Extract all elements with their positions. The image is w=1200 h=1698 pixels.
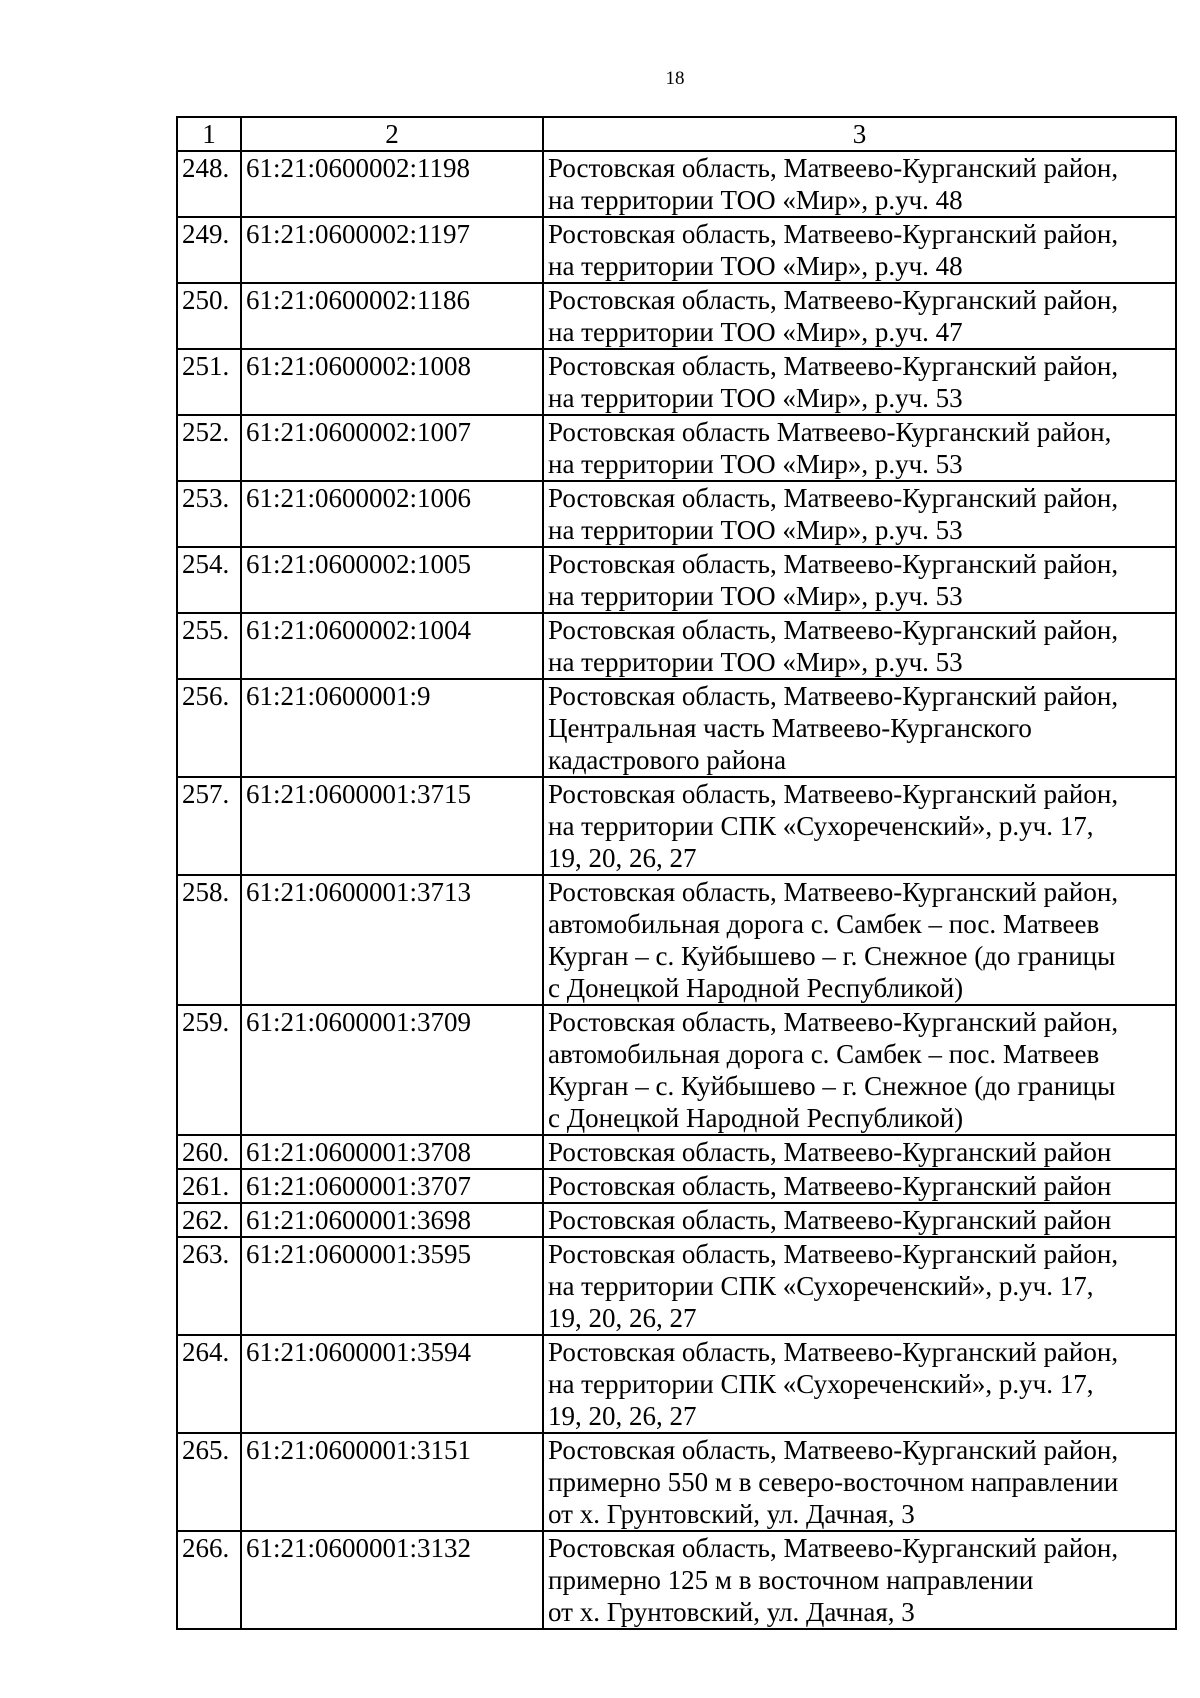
address-cell: [543, 875, 1176, 1005]
address-cell: [543, 1203, 1176, 1237]
row-number: 266.: [177, 1531, 241, 1629]
address-line: автомобильная дорога с. Самбек – пос. Матвеев: [548, 909, 1100, 939]
address-cell: [543, 777, 1176, 875]
address-line: Ростовская область, Матвеево-Курганский район,: [548, 285, 1119, 315]
table-row: [177, 875, 1176, 1005]
cadastral-number: 61:21:0600001:3713: [241, 875, 543, 1005]
address-line: 19, 20, 26, 27: [548, 1401, 697, 1431]
address-cell: [543, 1135, 1176, 1169]
cadastral-number: 61:21:0600001:3709: [241, 1005, 543, 1135]
cadastral-number: 61:21:0600002:1007: [241, 415, 543, 481]
column-header-3: 3: [543, 117, 1176, 151]
address-line: на территории ТОО «Мир», р.уч. 53: [548, 581, 963, 611]
cadastral-number: 61:21:0600001:3595: [241, 1237, 543, 1335]
address-line: Ростовская область, Матвеево-Курганский район,: [548, 1007, 1119, 1037]
cadastral-number: 61:21:0600001:3707: [241, 1169, 543, 1203]
row-number: 262.: [177, 1203, 241, 1237]
address-line: примерно 125 м в восточном направлении: [548, 1565, 1034, 1595]
address-line: на территории ТОО «Мир», р.уч. 53: [548, 515, 963, 545]
row-number: 265.: [177, 1433, 241, 1531]
address-line: Ростовская область, Матвеево-Курганский район,: [548, 1435, 1119, 1465]
address-line: на территории ТОО «Мир», р.уч. 53: [548, 647, 963, 677]
address-cell: [543, 1531, 1176, 1629]
table-row: [177, 1433, 1176, 1531]
address-line: на территории ТОО «Мир», р.уч. 48: [548, 185, 963, 215]
address-line: от х. Грунтовский, ул. Дачная, 3: [548, 1597, 915, 1627]
cadastral-number: 61:21:0600002:1006: [241, 481, 543, 547]
address-line: Ростовская область, Матвеево-Курганский район,: [548, 153, 1119, 183]
address-line: Ростовская область, Матвеево-Курганский район,: [548, 615, 1119, 645]
address-line: Ростовская область, Матвеево-Курганский район,: [548, 877, 1119, 907]
cadastral-number: 61:21:0600002:1005: [241, 547, 543, 613]
address-cell: [543, 1335, 1176, 1433]
column-header-1: 1: [177, 117, 241, 151]
table-row: [177, 1531, 1176, 1629]
cadastral-number: 61:21:0600001:3594: [241, 1335, 543, 1433]
address-line: Ростовская область, Матвеево-Курганский район,: [548, 1533, 1119, 1563]
address-cell: [543, 349, 1176, 415]
table-row: [177, 679, 1176, 777]
address-line: на территории ТОО «Мир», р.уч. 53: [548, 449, 963, 479]
address-cell: [543, 151, 1176, 217]
table-row: [177, 1135, 1176, 1169]
address-line: Ростовская область, Матвеево-Курганский район,: [548, 351, 1119, 381]
address-line: Курган – с. Куйбышево – г. Снежное (до границы: [548, 941, 1116, 971]
row-number: 258.: [177, 875, 241, 1005]
row-number: 259.: [177, 1005, 241, 1135]
address-line: на территории СПК «Сухореченский», р.уч. 17,: [548, 811, 1094, 841]
table-row: [177, 547, 1176, 613]
address-cell: [543, 1237, 1176, 1335]
table-row: [177, 349, 1176, 415]
cadastral-number: 61:21:0600001:3715: [241, 777, 543, 875]
address-cell: [543, 1433, 1176, 1531]
cadastral-number: 61:21:0600002:1197: [241, 217, 543, 283]
row-number: 255.: [177, 613, 241, 679]
address-line: на территории ТОО «Мир», р.уч. 47: [548, 317, 963, 347]
address-cell: [543, 1005, 1176, 1135]
address-line: примерно 550 м в северо-восточном направлении: [548, 1467, 1119, 1497]
address-line: Ростовская область, Матвеево-Курганский район,: [548, 779, 1119, 809]
table-row: [177, 1005, 1176, 1135]
row-number: 263.: [177, 1237, 241, 1335]
address-line: Ростовская область, Матвеево-Курганский район,: [548, 1239, 1119, 1269]
table-header: [177, 117, 1176, 151]
table-body: [177, 151, 1176, 1629]
address-line: на территории ТОО «Мир», р.уч. 48: [548, 251, 963, 281]
table-row: [177, 1335, 1176, 1433]
table-row: [177, 415, 1176, 481]
address-line: на территории ТОО «Мир», р.уч. 53: [548, 383, 963, 413]
table-row: [177, 217, 1176, 283]
row-number: 248.: [177, 151, 241, 217]
table-row: [177, 283, 1176, 349]
address-line: Ростовская область, Матвеево-Курганский район: [548, 1137, 1112, 1167]
cadastral-number: 61:21:0600002:1198: [241, 151, 543, 217]
address-line: на территории СПК «Сухореченский», р.уч. 17,: [548, 1369, 1094, 1399]
address-line: Ростовская область Матвеево-Курганский район,: [548, 417, 1112, 447]
address-cell: [543, 415, 1176, 481]
row-number: 257.: [177, 777, 241, 875]
registry-table: [176, 116, 1177, 1630]
row-number: 261.: [177, 1169, 241, 1203]
address-line: на территории СПК «Сухореченский», р.уч. 17,: [548, 1271, 1094, 1301]
cadastral-number: 61:21:0600002:1186: [241, 283, 543, 349]
table-row: [177, 151, 1176, 217]
address-cell: [543, 283, 1176, 349]
cadastral-number: 61:21:0600001:3151: [241, 1433, 543, 1531]
address-line: с Донецкой Народной Республикой): [548, 1103, 964, 1133]
table-row: [177, 777, 1176, 875]
row-number: 253.: [177, 481, 241, 547]
address-cell: [543, 217, 1176, 283]
cadastral-number: 61:21:0600002:1004: [241, 613, 543, 679]
row-number: 250.: [177, 283, 241, 349]
address-cell: [543, 481, 1176, 547]
cadastral-number: 61:21:0600001:3708: [241, 1135, 543, 1169]
row-number: 260.: [177, 1135, 241, 1169]
address-line: Ростовская область, Матвеево-Курганский район,: [548, 549, 1119, 579]
table-row: [177, 481, 1176, 547]
table-row: [177, 1237, 1176, 1335]
row-number: 254.: [177, 547, 241, 613]
address-line: 19, 20, 26, 27: [548, 843, 697, 873]
table-row: [177, 613, 1176, 679]
row-number: 251.: [177, 349, 241, 415]
address-cell: [543, 613, 1176, 679]
address-line: от х. Грунтовский, ул. Дачная, 3: [548, 1499, 915, 1529]
address-line: Ростовская область, Матвеево-Курганский район: [548, 1171, 1112, 1201]
address-line: автомобильная дорога с. Самбек – пос. Матвеев: [548, 1039, 1100, 1069]
cadastral-number: 61:21:0600001:9: [241, 679, 543, 777]
address-cell: [543, 679, 1176, 777]
cadastral-number: 61:21:0600001:3698: [241, 1203, 543, 1237]
row-number: 249.: [177, 217, 241, 283]
row-number: 264.: [177, 1335, 241, 1433]
address-line: Центральная часть Матвеево-Курганского: [548, 713, 1032, 743]
address-cell: [543, 1169, 1176, 1203]
page-number: 18: [665, 68, 685, 89]
address-line: Курган – с. Куйбышево – г. Снежное (до границы: [548, 1071, 1116, 1101]
address-line: Ростовская область, Матвеево-Курганский район,: [548, 483, 1119, 513]
column-header-2: 2: [241, 117, 543, 151]
cadastral-number: 61:21:0600002:1008: [241, 349, 543, 415]
address-line: Ростовская область, Матвеево-Курганский район,: [548, 681, 1119, 711]
address-line: Ростовская область, Матвеево-Курганский район,: [548, 219, 1119, 249]
row-number: 252.: [177, 415, 241, 481]
address-line: 19, 20, 26, 27: [548, 1303, 697, 1333]
table-row: [177, 1169, 1176, 1203]
header-row: [177, 117, 1176, 151]
address-line: Ростовская область, Матвеево-Курганский район: [548, 1205, 1112, 1235]
cadastral-number: 61:21:0600001:3132: [241, 1531, 543, 1629]
address-cell: [543, 547, 1176, 613]
address-line: кадастрового района: [548, 745, 787, 775]
table-row: [177, 1203, 1176, 1237]
address-line: с Донецкой Народной Республикой): [548, 973, 964, 1003]
row-number: 256.: [177, 679, 241, 777]
address-line: Ростовская область, Матвеево-Курганский район,: [548, 1337, 1119, 1367]
